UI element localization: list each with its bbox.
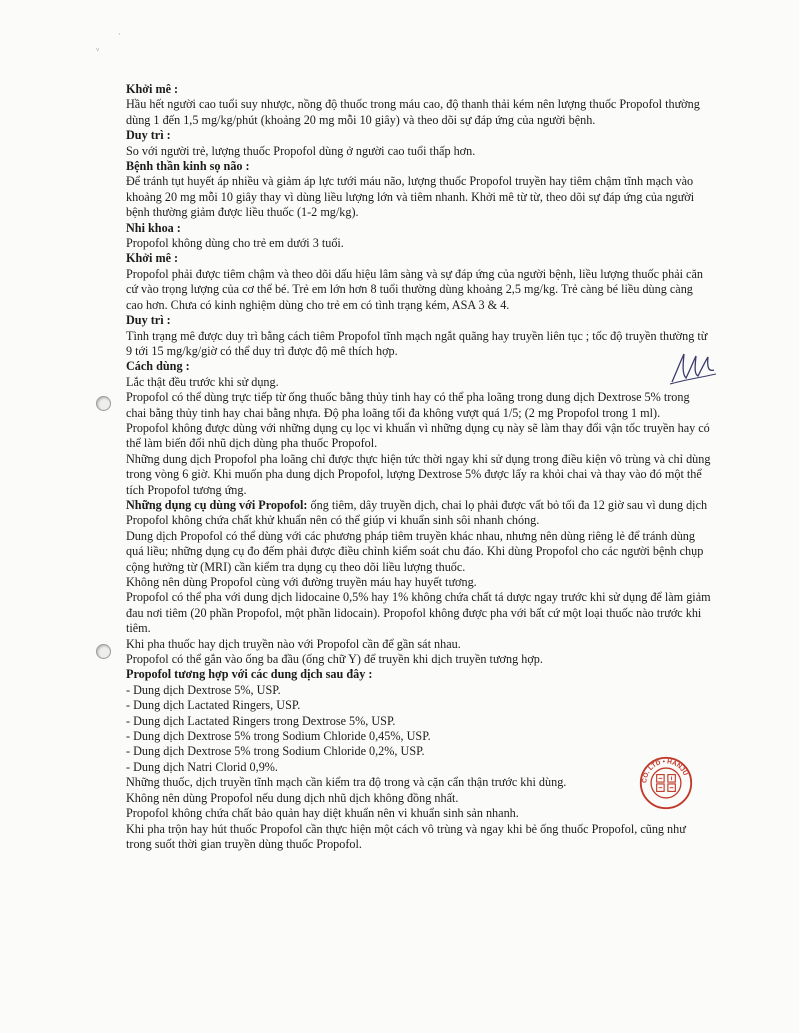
scan-speck: · bbox=[118, 30, 121, 40]
section-heading: Duy trì : bbox=[126, 128, 171, 143]
paragraph: Lắc thật đều trước khi sử dụng. bbox=[126, 374, 279, 389]
list-item: - Dung dịch Lactated Ringers, USP. bbox=[126, 698, 301, 713]
section-heading: Bệnh thần kinh sọ não : bbox=[126, 159, 250, 174]
paragraph-text: ống tiêm, dây truyền dịch, chai lọ phải được vất bỏ tối đa 12 giờ sau vì dung dịch Propofol không chứa chất khử khuẩn nên có thể giúp vi khuẩn sinh sôi nhanh chóng. bbox=[126, 497, 708, 528]
paragraph: Dung dịch Propofol có thể dùng với các phương pháp tiêm truyền khác nhau, nhưng nên dùng riêng lẻ để tránh dùng quá liều; những dụng cụ đo đếm phải được điều chỉnh kiểm soát chu đáo. Khi dùng Propofol cho các người bệnh chụp cộng hưởng từ (MRI) cần kiểm tra dụng cụ theo dõi liều lượng thuốc. bbox=[126, 528, 704, 574]
paragraph: Hầu hết người cao tuổi suy nhược, nồng độ thuốc trong máu cao, độ thanh thải kém nên lượng thuốc Propofol thường dùng 1 đến 1,5 mg/kg/phút (khoảng 20 mg mỗi 10 giây) và theo dõi sự đáp ứng của người bệnh. bbox=[126, 97, 700, 127]
list-item: - Dung dịch Dextrose 5% trong Sodium Chloride 0,45%, USP. bbox=[126, 729, 431, 744]
paragraph: Tình trạng mê được duy trì bằng cách tiêm Propofol tĩnh mạch ngắt quãng hay truyền liên tục ; tốc độ truyền thường từ 9 tới 15 mg/kg/giờ có thể duy trì được độ mê thích hợp. bbox=[126, 328, 708, 358]
scan-speck: ᵥ bbox=[96, 44, 100, 54]
section-heading: Propofol tương hợp với các dung dịch sau đây : bbox=[126, 667, 373, 682]
paragraph: Propofol phải được tiêm chậm và theo dõi dấu hiệu lâm sàng và sự đáp ứng của người bệnh, liều lượng thuốc phải căn cứ vào trọng lượng của cơ thể bé. Trẻ em lớn hơn 8 tuổi thường dùng khoảng 2,5 mg/kg. Trẻ càng bé liều dùng càng cao hơn. Chưa có kinh nghiệm dùng cho trẻ em có tình trạng kém, ASA 3 & 4. bbox=[126, 266, 703, 312]
paragraph: Không nên dùng Propofol nếu dung dịch nhũ dịch không đồng nhất. bbox=[126, 790, 459, 805]
punch-hole bbox=[96, 644, 111, 659]
paragraph: Propofol có thể dùng trực tiếp từ ống thuốc bằng thủy tinh hay có thể pha loãng trong dung dịch Dextrose 5% trong chai bằng thủy tinh hay chai bằng nhựa. Độ pha loãng tối đa không vượt quá 1/5; (2 mg Propofol trong 1 ml). bbox=[126, 390, 690, 420]
section-heading: Duy trì : bbox=[126, 313, 171, 328]
section-heading: Cách dùng : bbox=[126, 359, 190, 374]
paragraph: Khi pha thuốc hay dịch truyền nào với Propofol cần để gần sát nhau. bbox=[126, 636, 461, 651]
paragraph: Để tránh tụt huyết áp nhiều và giảm áp lực tưới máu não, lượng thuốc Propofol truyền hay tiêm chậm tĩnh mạch vào khoảng 20 mg mỗi 10 giây thay vì dùng liều lượng lớn và tiêm nhanh. Khởi mê từ từ, theo dõi sự đáp ứng của người bệnh thường giảm được liều thuốc (1-2 mg/kg). bbox=[126, 174, 695, 220]
paragraph: Không nên dùng Propofol cùng với đường truyền máu hay huyết tương. bbox=[126, 575, 477, 589]
punch-hole bbox=[96, 396, 111, 411]
list-item: - Dung dịch Dextrose 5%, USP. bbox=[126, 682, 281, 697]
list-item: - Dung dịch Lactated Ringers trong Dextrose 5%, USP. bbox=[126, 713, 396, 728]
paragraph: So với người trẻ, lượng thuốc Propofol dùng ở người cao tuổi thấp hơn. bbox=[126, 143, 476, 158]
document-body bbox=[126, 82, 711, 852]
section-heading: Nhi khoa : bbox=[126, 220, 181, 235]
company-stamp bbox=[638, 755, 694, 811]
paragraph: Propofol không chứa chất bảo quản hay diệt khuẩn nên vi khuẩn sinh sản nhanh. bbox=[126, 806, 519, 821]
paragraph bbox=[126, 498, 711, 529]
paragraph: Khi pha trộn hay hút thuốc Propofol cần thực hiện một cách vô trùng và ngay khi bẻ ống thuốc Propofol, cũng như trong suốt thời gian truyền dùng thuốc Propofol. bbox=[126, 821, 686, 851]
paragraph: Propofol có thể pha với dung dịch lidocaine 0,5% hay 1% không chứa chất tá dược ngay trước khi sử dụng để làm giảm đau nơi tiêm (20 phần Propofol, một phần lidocain). Propofol không được pha với bất cứ một loại thuốc nào trước khi tiêm. bbox=[126, 590, 711, 636]
list-item: - Dung dịch Natri Clorid 0,9%. bbox=[126, 759, 278, 774]
paragraph: Propofol không dùng cho trẻ em dưới 3 tuổi. bbox=[126, 236, 344, 251]
list-item: - Dung dịch Dextrose 5% trong Sodium Chloride 0,2%, USP. bbox=[126, 744, 425, 759]
svg-text:CO. LTD • HANJU: CO. LTD • HANJU bbox=[641, 758, 689, 784]
paragraph: Những dung dịch Propofol pha loãng chỉ được thực hiện tức thời ngay khi sử dụng trong điều kiện vô trùng và chỉ dùng trong vòng 6 giờ. Khi muốn pha dung dịch Propofol, lượng Dextrose 5% được lấy ra khỏi chai và thay vào đó một thể tích Propofol tương ứng. bbox=[126, 451, 711, 497]
inline-heading: Những dụng cụ dùng với Propofol: bbox=[126, 497, 308, 512]
signature-mark bbox=[668, 348, 718, 388]
section-heading: Khởi mê : bbox=[126, 251, 179, 266]
paragraph: Những thuốc, dịch truyền tĩnh mạch cần kiểm tra độ trong và cặn cẩn thận trước khi dùng. bbox=[126, 775, 567, 790]
paragraph: Propofol không được dùng với những dụng cụ lọc vi khuẩn vì những dụng cụ này sẽ làm thay đổi vận tốc truyền hay có thể làm biến đổi nhũ dịch dùng pha thuốc Propofol. bbox=[126, 420, 710, 451]
paragraph: Propofol có thể gắn vào ống ba đầu (ống chữ Y) để truyền khi dịch truyền tương hợp. bbox=[126, 652, 543, 667]
section-heading: Khởi mê : bbox=[126, 82, 179, 96]
